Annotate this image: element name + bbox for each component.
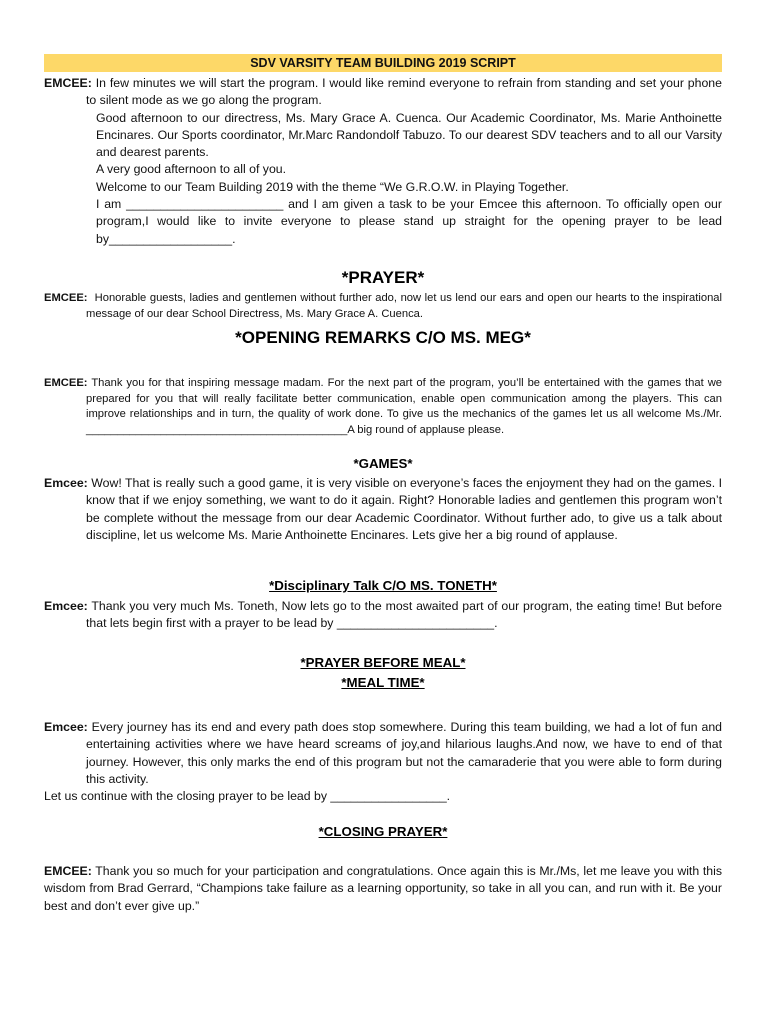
prayer-intro-paragraph: [44, 291, 722, 322]
document-title: SDV VARSITY TEAM BUILDING 2019 SCRIPT: [44, 54, 722, 72]
meal-intro-section: [44, 598, 722, 633]
heading-prayer-before-meal: *PRAYER BEFORE MEAL*: [300, 655, 466, 670]
speaker-label: Emcee:: [44, 599, 88, 613]
prayer-intro-section: [44, 291, 722, 322]
speaker-label: EMCEE:: [44, 864, 92, 878]
heading-opening-remarks: *OPENING REMARKS C/O MS. MEG*: [235, 328, 531, 347]
speaker-label: Emcee:: [44, 720, 88, 734]
discipline-intro-section: [44, 475, 722, 544]
games-intro-text: Thank you for that inspiring message madam. For the next part of the program, you’ll be entertained with the games that we prepared for you that will really facilitate better communication, enable open communication among the players. This can improve relationships and in turn, the quality of work done. To give us the mechanics of the games let us all welcome Ms./Mr. __________________________________________A big round of applause please.: [86, 377, 723, 436]
heading-disciplinary-talk: *Disciplinary Talk C/O MS. TONETH*: [269, 578, 497, 593]
speaker-label: EMCEE:: [44, 377, 88, 389]
closing-continue-line: Let us continue with the closing prayer to be lead by _________________.: [44, 789, 451, 804]
final-paragraph: [44, 863, 722, 915]
final-section: [44, 863, 722, 915]
intro-text-1: In few minutes we will start the program. I would like remind everyone to refrain from standing and set your phone to silent mode as we go along the program.: [86, 76, 722, 108]
closing-intro-section: [44, 719, 722, 805]
prayer-intro-text: Honorable guests, ladies and gentlemen without further ado, now let us lend our ears and open our hearts to the inspirational message of our dear School Directress, Ms. Mary Grace A. Cuenca.: [86, 292, 722, 320]
games-intro-paragraph: [44, 376, 722, 438]
speaker-label: Emcee:: [44, 476, 88, 490]
intro-paragraph-2: Good afternoon to our directress, Ms. Mary Grace A. Cuenca. Our Academic Coordinator, Ms. Marie Anthoinette Encinares. Our Sports coordinator, Mr.Marc Randondolf Tabuzo. To our dearest SDV teachers and to all our Varsity and dearest parents.: [96, 110, 722, 160]
meal-intro-text: Thank you very much Ms. Toneth, Now lets go to the most awaited part of our program, the eating time! But before that lets begin first with a prayer to be lead by _______________________.: [86, 599, 722, 631]
meal-intro-paragraph: [44, 598, 722, 633]
discipline-intro-text: Wow! That is really such a good game, it is very visible on everyone’s faces the enjoyment they had on the games. I know that if we enjoy something, we want to do it again. Right? Honorable ladies and gentlemen this program won’t be complete without the message from our dear Academic Coordinator. Without further ado, to give us a talk about discipline, let us welcome Ms. Marie Anthoinette Encinares. Lets give her a big round of applause.: [86, 476, 722, 542]
intro-section: [44, 75, 722, 248]
intro-paragraph-3: A very good afternoon to all of you.: [96, 162, 287, 177]
final-text: Thank you so much for your participation and congratulations. Once again this is Mr./Ms, let me leave you with this wisdom from Brad Gerrard, “Champions take failure as a learning opportunity, so take in all you can, and run with it. Be your best and don’t ever give up.”: [44, 864, 722, 913]
heading-games: *GAMES*: [353, 456, 413, 471]
intro-paragraph-4: Welcome to our Team Building 2019 with the theme “We G.R.O.W. in Playing Together.: [96, 179, 569, 194]
discipline-intro-paragraph: [44, 475, 722, 544]
heading-closing-prayer: *CLOSING PRAYER*: [318, 824, 448, 839]
closing-intro-text: Every journey has its end and every path does stop somewhere. During this team building, we had a lot of fun and entertaining activities where we have heard screams of joy,and hilarious laughs.And now, we have to end of that journey. However, this only marks the end of this program but not the camaraderie that you were able to form during this activity.: [86, 720, 722, 786]
heading-meal-time: *MEAL TIME*: [341, 675, 425, 690]
intro-paragraph-5: I am _______________________ and I am given a task to be your Emcee this afternoon. To officially open our program,I would like to invite everyone to please stand up straight for the opening prayer to be lead by__________________.: [96, 197, 722, 246]
games-intro-section: [44, 376, 722, 438]
speaker-label: EMCEE:: [44, 76, 92, 90]
heading-prayer: *PRAYER*: [341, 268, 425, 287]
intro-paragraph-1: [44, 75, 722, 110]
closing-intro-paragraph: [44, 719, 722, 788]
speaker-label: EMCEE:: [44, 292, 88, 304]
